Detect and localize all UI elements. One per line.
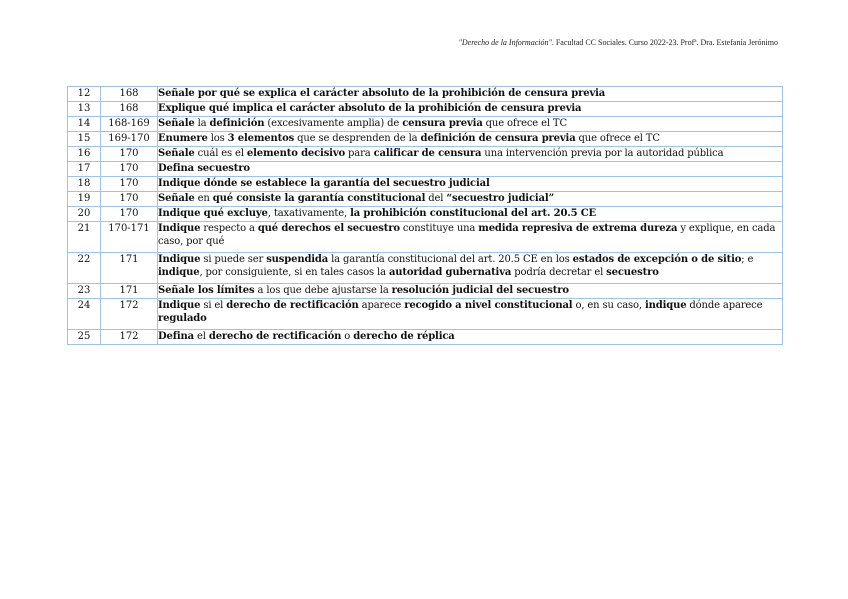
question-text-bold: indique bbox=[644, 300, 687, 311]
question-text-bold: indique bbox=[158, 267, 200, 278]
question-text-bold: la prohibición constitucional del art. 20.5 CE bbox=[350, 208, 597, 219]
question-text bbox=[158, 222, 783, 253]
question-text-plain: dónde aparece bbox=[686, 300, 763, 311]
question-text-plain: la bbox=[194, 118, 210, 129]
question-number: 20 bbox=[68, 207, 101, 222]
table-row bbox=[68, 147, 783, 162]
page-reference: 172 bbox=[101, 330, 158, 345]
question-text-bold: definición de censura previa bbox=[420, 133, 576, 144]
question-text-plain: del bbox=[425, 193, 447, 204]
question-text-bold: qué consiste la garantía constitucional bbox=[212, 193, 426, 204]
question-text-bold: qué derechos el secuestro bbox=[257, 223, 400, 234]
question-text-plain: los bbox=[207, 133, 228, 144]
question-text-plain: que ofrece el TC bbox=[482, 118, 567, 129]
question-text-bold: 3 elementos bbox=[227, 133, 295, 144]
question-number: 14 bbox=[68, 117, 101, 132]
question-text-plain: podría decretar el bbox=[511, 267, 607, 278]
table-row bbox=[68, 102, 783, 117]
question-text-plain: respecto a bbox=[200, 223, 258, 234]
question-text-bold: Defina bbox=[158, 331, 194, 342]
question-text bbox=[158, 162, 783, 177]
question-text bbox=[158, 147, 783, 162]
question-text-bold: estados de excepción o de sitio bbox=[572, 254, 742, 265]
question-text-bold: Enumere bbox=[158, 133, 208, 144]
page-reference: 170 bbox=[101, 207, 158, 222]
table-row bbox=[68, 330, 783, 345]
page-reference: 170-171 bbox=[101, 222, 158, 253]
table-row bbox=[68, 162, 783, 177]
question-text-bold: Señale bbox=[158, 118, 195, 129]
question-text-plain: , por consiguiente, si en tales casos la bbox=[199, 267, 389, 278]
question-text-bold: Señale bbox=[158, 193, 195, 204]
question-text-bold: Indique qué excluye bbox=[158, 208, 268, 219]
table-row bbox=[68, 222, 783, 253]
question-text-bold: Señale los límites bbox=[158, 285, 255, 296]
table-row bbox=[68, 253, 783, 284]
page-reference: 170 bbox=[101, 162, 158, 177]
question-text bbox=[158, 207, 783, 222]
question-text-plain: que se desprenden de la bbox=[294, 133, 421, 144]
question-number: 17 bbox=[68, 162, 101, 177]
question-text-bold: Señale por qué se explica el carácter absoluto de la prohibición de censura previa bbox=[158, 88, 606, 99]
question-text bbox=[158, 192, 783, 207]
question-text-plain: o bbox=[341, 331, 354, 342]
question-number: 12 bbox=[68, 87, 101, 102]
question-number: 24 bbox=[68, 299, 101, 330]
question-text bbox=[158, 87, 783, 102]
table-row bbox=[68, 299, 783, 330]
question-text-plain: cuál es el bbox=[194, 148, 247, 159]
page-reference: 169-170 bbox=[101, 132, 158, 147]
question-text-bold: medida represiva de extrema dureza bbox=[478, 223, 678, 234]
question-text bbox=[158, 132, 783, 147]
question-text-bold: elemento decisivo bbox=[246, 148, 346, 159]
table-row bbox=[68, 177, 783, 192]
question-text bbox=[158, 253, 783, 284]
page-reference: 168 bbox=[101, 87, 158, 102]
page-reference: 170 bbox=[101, 192, 158, 207]
question-text-bold: calificar de censura bbox=[373, 148, 482, 159]
question-number: 23 bbox=[68, 284, 101, 299]
question-text-plain: constituye una bbox=[399, 223, 479, 234]
question-text-bold: resolución judicial del secuestro bbox=[391, 285, 569, 296]
question-text-plain: la garantía constitucional del art. 20.5 CE en los bbox=[328, 254, 573, 265]
question-text-bold: derecho de réplica bbox=[353, 331, 455, 342]
question-text bbox=[158, 177, 783, 192]
question-text-bold: recogido a nivel constitucional bbox=[404, 300, 573, 311]
course-title: "Derecho de la Información" bbox=[458, 38, 552, 47]
table-row bbox=[68, 87, 783, 102]
question-text-plain: en bbox=[194, 193, 213, 204]
question-text bbox=[158, 102, 783, 117]
table-row bbox=[68, 207, 783, 222]
question-text-bold: suspendida bbox=[266, 254, 329, 265]
question-number: 15 bbox=[68, 132, 101, 147]
question-text-plain: si puede ser bbox=[200, 254, 267, 265]
question-text-bold: Indique dónde se establece la garantía del secuestro judicial bbox=[158, 178, 490, 189]
page-reference: 168 bbox=[101, 102, 158, 117]
header-details: . Facultad CC Sociales. Curso 2022-23. Profª. Dra. Estefanía Jerónimo bbox=[551, 38, 778, 47]
questions-table bbox=[67, 86, 783, 345]
question-text-bold: regulado bbox=[158, 313, 207, 324]
question-text-bold: Indique bbox=[158, 223, 201, 234]
page-reference: 171 bbox=[101, 253, 158, 284]
question-text-plain: o, en su caso, bbox=[572, 300, 645, 311]
question-text-plain: , taxativamente, bbox=[267, 208, 351, 219]
question-text bbox=[158, 117, 783, 132]
question-text-bold: derecho de rectificación bbox=[208, 331, 342, 342]
question-text bbox=[158, 299, 783, 330]
question-number: 16 bbox=[68, 147, 101, 162]
table-row bbox=[68, 117, 783, 132]
question-text-bold: censura previa bbox=[402, 118, 483, 129]
question-number: 25 bbox=[68, 330, 101, 345]
question-number: 22 bbox=[68, 253, 101, 284]
question-text-bold: secuestro bbox=[606, 267, 659, 278]
question-text bbox=[158, 330, 783, 345]
question-text-bold: Indique bbox=[158, 300, 201, 311]
question-number: 21 bbox=[68, 222, 101, 253]
page-header bbox=[459, 38, 778, 47]
question-text-plain: para bbox=[345, 148, 374, 159]
question-text-plain: si el bbox=[200, 300, 227, 311]
question-text-plain: y explique, en cada caso, por qué bbox=[158, 223, 776, 247]
question-text-plain: aparece bbox=[358, 300, 405, 311]
questions-table-body bbox=[68, 87, 783, 345]
page-reference: 172 bbox=[101, 299, 158, 330]
question-text-bold: derecho de rectificación bbox=[226, 300, 359, 311]
question-text-plain: a los que debe ajustarse la bbox=[254, 285, 392, 296]
question-text-plain: ; e bbox=[741, 254, 754, 265]
question-text-plain: una intervención previa por la autoridad pública bbox=[481, 148, 724, 159]
question-text-plain: que ofrece el TC bbox=[575, 133, 660, 144]
question-text-bold: “secuestro judicial” bbox=[446, 193, 555, 204]
page-reference: 168-169 bbox=[101, 117, 158, 132]
question-text-bold: Explique qué implica el carácter absoluto de la prohibición de censura previa bbox=[158, 103, 582, 114]
table-row bbox=[68, 192, 783, 207]
question-number: 18 bbox=[68, 177, 101, 192]
page-reference: 170 bbox=[101, 147, 158, 162]
question-text-bold: Señale bbox=[158, 148, 195, 159]
page-reference: 170 bbox=[101, 177, 158, 192]
question-text-bold: autoridad gubernativa bbox=[388, 267, 512, 278]
question-text-plain: (excesivamente amplia) de bbox=[264, 118, 403, 129]
page-reference: 171 bbox=[101, 284, 158, 299]
question-text-bold: Defina secuestro bbox=[158, 163, 250, 174]
question-text-bold: Indique bbox=[158, 254, 201, 265]
table-row bbox=[68, 132, 783, 147]
question-text-plain: el bbox=[194, 331, 209, 342]
question-number: 19 bbox=[68, 192, 101, 207]
table-row bbox=[68, 284, 783, 299]
question-number: 13 bbox=[68, 102, 101, 117]
question-text bbox=[158, 284, 783, 299]
question-text-bold: definición bbox=[209, 118, 265, 129]
